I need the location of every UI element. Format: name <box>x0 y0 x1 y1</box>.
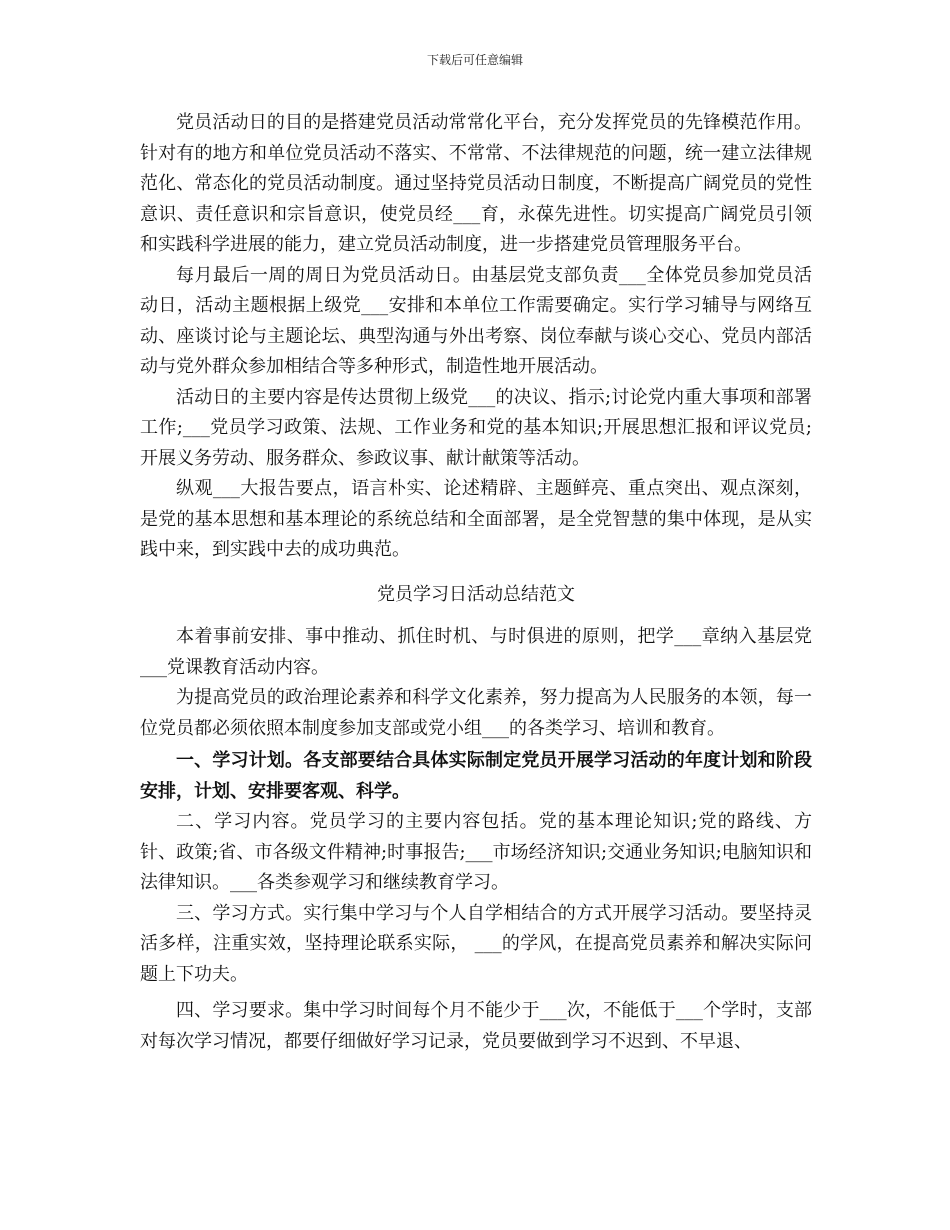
paragraph: 活动日的主要内容是传达贯彻上级党___的决议、指示;讨论党内重大事项和部署工作;___党员学习政策、法规、工作业务和党的基本知识;开展思想汇报和评议党员;开展义务劳动、服务群众、参政议事、献计献策等活动。 <box>140 386 812 469</box>
paragraph: 为提高党员的政治理论素养和科学文化素养，努力提高为人民服务的本领，每一位党员都必须依照本制度参加支部或党小组___的各类学习、培训和教育。 <box>140 687 812 739</box>
paragraph-study-method: 三、学习方式。实行集中学习与个人自学相结合的方式开展学习活动。要坚持灵活多样，注重实效，坚持理论联系实际， ___的学风，在提高党员素养和解决实际问题上下功夫。 <box>140 902 812 985</box>
paragraph: 本着事前安排、事中推动、抓住时机、与时俱进的原则，把学___章纳入基层党___党课教育活动内容。 <box>140 626 812 678</box>
paragraph: 党员活动日的目的是搭建党员活动常常化平台，充分发挥党员的先锋模范作用。针对有的地方和单位党员活动不落实、不常常、不法律规范的问题，统一建立法律规范化、常态化的党员活动制度。通过坚持党员活动日制度，不断提高广阔党员的党性意识、责任意识和宗旨意识，使党员经___育，永葆先进性。切实提高广阔党员引领和实践科学进展的能力，建立党员活动制度，进一步搭建党员管理服务平台。 <box>140 112 812 255</box>
paragraph: 每月最后一周的周日为党员活动日。由基层党支部负责___全体党员参加党员活动日，活动主题根据上级党___安排和本单位工作需要确定。实行学习辅导与网络互动、座谈讨论与主题论坛、典型沟通与外出考察、岗位奉献与谈心交心、党员内部活动与党外群众参加相结合等多种形式，制造性地开展活动。 <box>140 264 812 377</box>
paragraph-study-content: 二、学习内容。党员学习的主要内容包括。党的基本理论知识;党的路线、方针、政策;省、市各级文件精神;时事报告;___市场经济知识;交通业务知识;电脑知识和法律知识。___各类参观学习和继续教育学习。 <box>140 811 812 893</box>
paragraph-study-plan: 一、学习计划。各支部要结合具体实际制定党员开展学习活动的年度计划和阶段安排，计划、安排要客观、科学。 <box>140 750 812 802</box>
paragraph: 纵观___大报告要点，语言朴实、论述精辟、主题鲜亮、重点突出、观点深刻，是党的基本思想和基本理论的系统总结和全面部署，是全党智慧的集中体现，是从实践中来，到实践中去的成功典范。 <box>140 478 812 560</box>
page-header-note: 下载后可任意编辑 <box>426 53 523 67</box>
section-title: 党员学习日活动总结范文 <box>377 583 575 605</box>
paragraph-study-requirement: 四、学习要求。集中学习时间每个月不能少于___次，不能低于___个学时，支部对每次学习情况，都要仔细做好学习记录，党员要做到学习不迟到、不早退、 <box>140 1000 812 1052</box>
document-body <box>140 108 812 1057</box>
